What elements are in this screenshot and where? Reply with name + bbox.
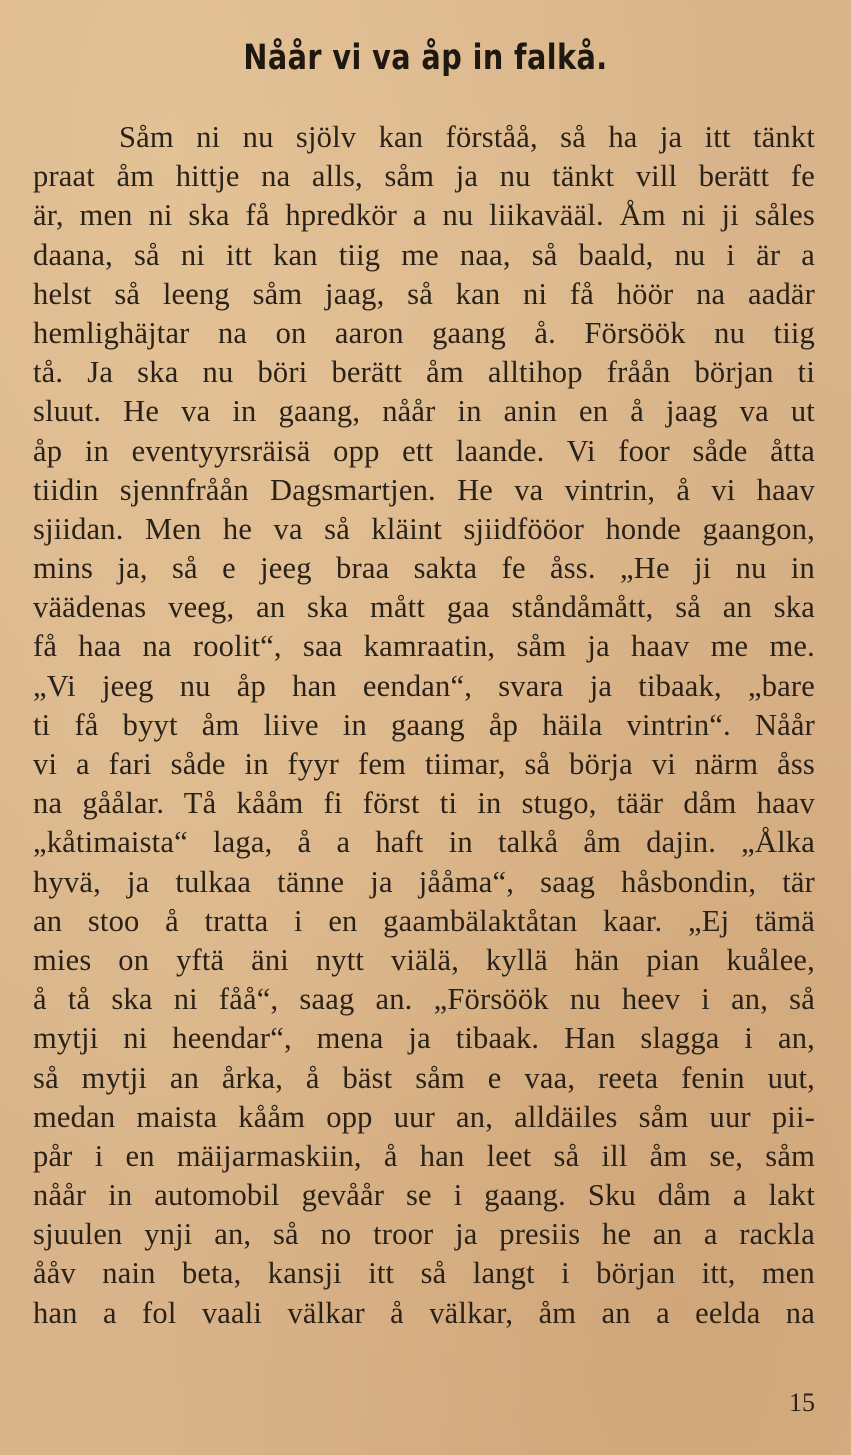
text-line: ti få byyt åm liive in gaang åp häila vintrin“. Nåår: [33, 707, 815, 742]
text-line: väädenas veeg, an ska mått gaa ståndåmått, så an ska: [33, 590, 815, 625]
text-line: sjiidan. Men he va så kläint sjiidfööor honde gaangon,: [33, 511, 815, 546]
text-line: pår i en mäijarmaskiin, å han leet så ill åm se, såm: [33, 1138, 815, 1173]
text-line: „Vi jeeg nu åp han eendan“, svara ja tibaak, „bare: [33, 668, 815, 703]
text-line: mytji ni heendar“, mena ja tibaak. Han slagga i an,: [33, 1021, 815, 1056]
text-line: „kåtimaista“ laga, å a haft in talkå åm dajin. „Ålka: [33, 825, 815, 860]
text-line: an stoo å tratta i en gaambälaktåtan kaar. „Ej tämä: [33, 903, 815, 938]
text-line: åp in eventyyrsräisä opp ett laande. Vi foor såde åtta: [33, 433, 815, 468]
page-number: 15: [789, 1388, 815, 1417]
page-title: Nåår vi va åp in falkå.: [243, 38, 608, 78]
text-line: nåår in automobil gevåår se i gaang. Sku dåm a lakt: [33, 1178, 815, 1213]
text-line: ååv nain beta, kansji itt så langt i början itt, men: [33, 1256, 815, 1291]
text-line: vi a fari såde in fyyr fem tiimar, så börja vi närm åss: [33, 747, 815, 781]
text-line: han a fol vaali välkar å välkar, åm an a eelda na: [33, 1295, 815, 1330]
text-line: är, men ni ska få hpredkör a nu liikavääl. Åm ni ji såles: [33, 198, 815, 233]
text-line: så mytji an årka, å bäst såm e vaa, reeta fenin uut,: [33, 1060, 815, 1095]
text-line: hemlighäjtar na on aaron gaang å. Försöök nu tiig: [33, 315, 815, 350]
text-line: tiidin sjennfråån Dagsmartjen. He va vintrin, å vi haav: [33, 472, 815, 507]
text-line: Såm ni nu sjölv kan förståå, så ha ja itt tänkt: [119, 120, 815, 154]
text-line: medan maista kååm opp uur an, alldäiles såm uur pii-: [33, 1099, 815, 1134]
text-line: å tå ska ni fåå“, saag an. „Försöök nu heev i an, så: [33, 982, 815, 1017]
text-line: sjuulen ynji an, så no troor ja presiis he an a rackla: [33, 1217, 815, 1252]
text-line: sluut. He va in gaang, nåår in anin en å jaag va ut: [33, 394, 815, 429]
text-line: mins ja, så e jeeg braa sakta fe åss. „He ji nu in: [33, 551, 815, 586]
text-line: daana, så ni itt kan tiig me naa, så baald, nu i är a: [33, 237, 815, 272]
text-line: na gåålar. Tå kååm fi först ti in stugo, täär dåm haav: [33, 786, 815, 821]
text-line: helst så leeng såm jaag, så kan ni få höör na aadär: [33, 276, 815, 311]
body-text: [33, 118, 815, 1333]
text-line: hyvä, ja tulkaa tänne ja jååma“, saag håsbondin, tär: [33, 864, 815, 899]
text-line: mies on yftä äni nytt viälä, kyllä hän pian kuålee,: [33, 942, 815, 977]
text-line: tå. Ja ska nu böri berätt åm alltihop fråån början ti: [33, 355, 815, 390]
text-line: få haa na roolit“, saa kamraatin, såm ja haav me me.: [33, 629, 815, 664]
text-line: praat åm hittje na alls, såm ja nu tänkt vill berätt fe: [33, 159, 815, 194]
